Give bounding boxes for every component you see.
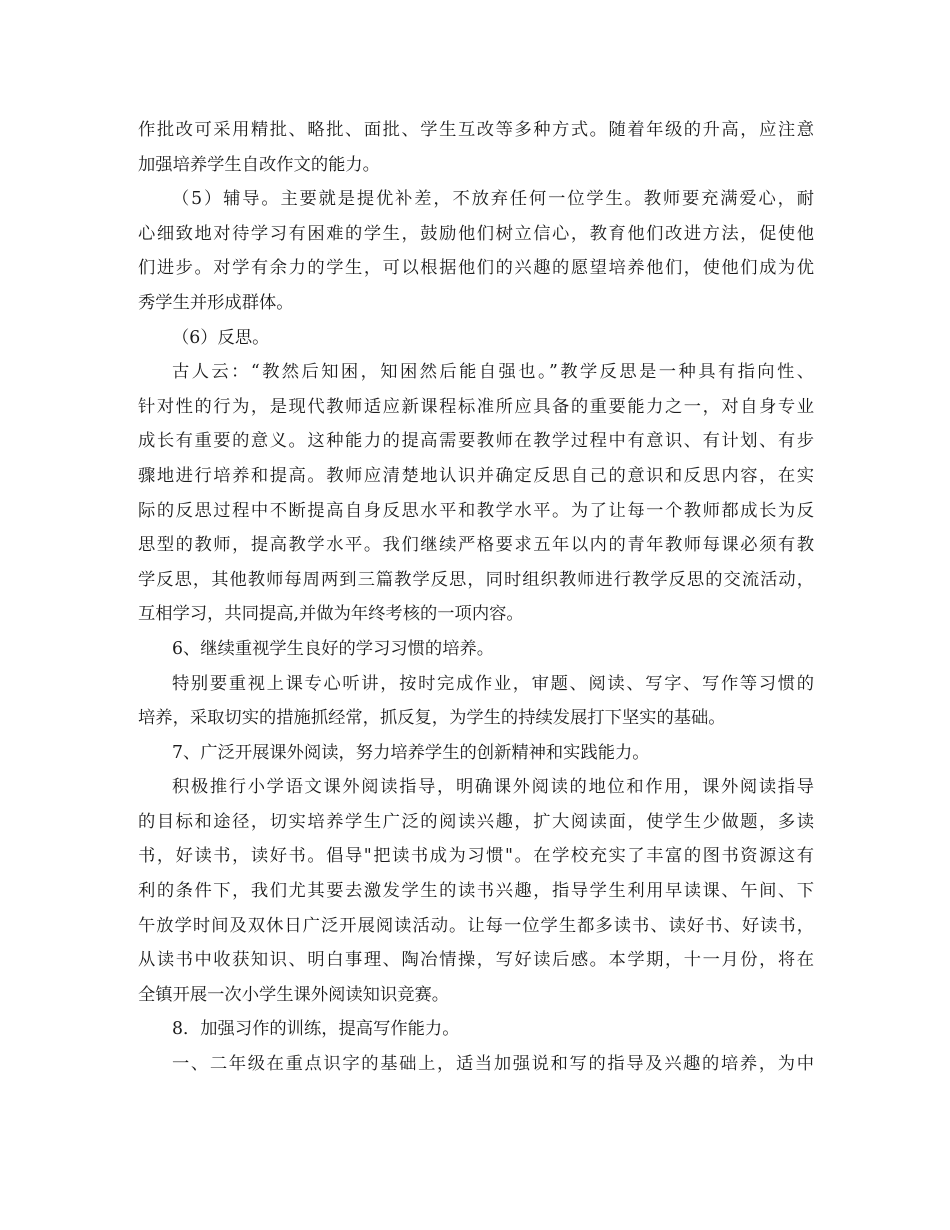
- text-line: 全镇开展一次小学生课外阅读知识竞赛。: [138, 984, 450, 1005]
- text-line: 培养，采取切实的措施抓经常，抓反复，为学生的持续发展打下坚实的基础。: [138, 708, 726, 729]
- text-line: 作批改可采用精批、略批、面批、学生互改等多种方式。随着年级的升高，应注意: [138, 120, 814, 140]
- text-line: 骤地进行培养和提高。教师应清楚地认识并确定反思自己的意识和反思内容，在实: [138, 465, 814, 486]
- text-line: 加强培养学生自改作文的能力。: [138, 154, 380, 175]
- text-line: 从读书中收获知识、明白事理、陶冶情操，写好读后感。本学期，十一月份，将在: [138, 950, 814, 971]
- text-line: 午放学时间及双休日广泛开展阅读活动。让每一位学生都多读书、读好书、好读书，: [138, 915, 814, 936]
- text-line: 积极推行小学语文课外阅读指导，明确课外阅读的地位和作用，课外阅读指导: [172, 777, 814, 798]
- text-line: 利的条件下，我们尤其要去激发学生的读书兴趣，指导学生利用早读课、午间、下: [138, 881, 814, 902]
- text-line: 互相学习，共同提高,并做为年终考核的一项内容。: [138, 604, 524, 625]
- text-line: 特别要重视上课专心听讲，按时完成作业，审题、阅读、写字、写作等习惯的: [172, 673, 814, 694]
- text-line: 书，好读书，读好书。倡导"把读书成为习惯"。在学校充实了丰富的图书资源这有: [138, 846, 814, 867]
- text-line: （6）反思。: [172, 327, 270, 348]
- text-line: 8．加强习作的训练，提高写作能力。: [172, 1019, 460, 1040]
- text-line: （5）辅导。主要就是提优补差，不放弃任何一位学生。教师要充满爱心，耐: [172, 189, 814, 210]
- text-line: 一、二年级在重点识字的基础上，适当加强说和写的指导及兴趣的培养，为中: [172, 1054, 814, 1075]
- text-line: 思型的教师，提高教学水平。我们继续严格要求五年以内的青年教师每课必须有教: [138, 535, 814, 556]
- document-body: [138, 113, 814, 1082]
- text-line: 成长有重要的意义。这种能力的提高需要教师在教学过程中有意识、有计划、有步: [138, 431, 814, 452]
- text-line: 际的反思过程中不断提高自身反思水平和教学水平。为了让每一个教师都成长为反: [138, 500, 814, 521]
- text-line: 7、广泛开展课外阅读，努力培养学生的创新精神和实践能力。: [172, 742, 650, 763]
- text-line: 古人云：“教然后知困，知困然后能自强也。”教学反思是一种具有指向性、: [172, 362, 814, 383]
- text-line: 针对性的行为，是现代教师适应新课程标准所应具备的重要能力之一，对自身专业: [138, 396, 814, 417]
- text-line: 们进步。对学有余力的学生，可以根据他们的兴趣的愿望培养他们，使他们成为优: [138, 258, 814, 279]
- text-line: 学反思，其他教师每周两到三篇教学反思，同时组织教师进行教学反思的交流活动，: [138, 569, 814, 590]
- text-line: 秀学生并形成群体。: [138, 292, 294, 313]
- text-line: 6、继续重视学生良好的学习习惯的培养。: [172, 638, 495, 659]
- text-line: 心细致地对待学习有困难的学生，鼓励他们树立信心，教育他们改进方法，促使他: [138, 223, 814, 244]
- text-line: 的目标和途径，切实培养学生广泛的阅读兴趣，扩大阅读面，使学生少做题，多读: [138, 811, 814, 832]
